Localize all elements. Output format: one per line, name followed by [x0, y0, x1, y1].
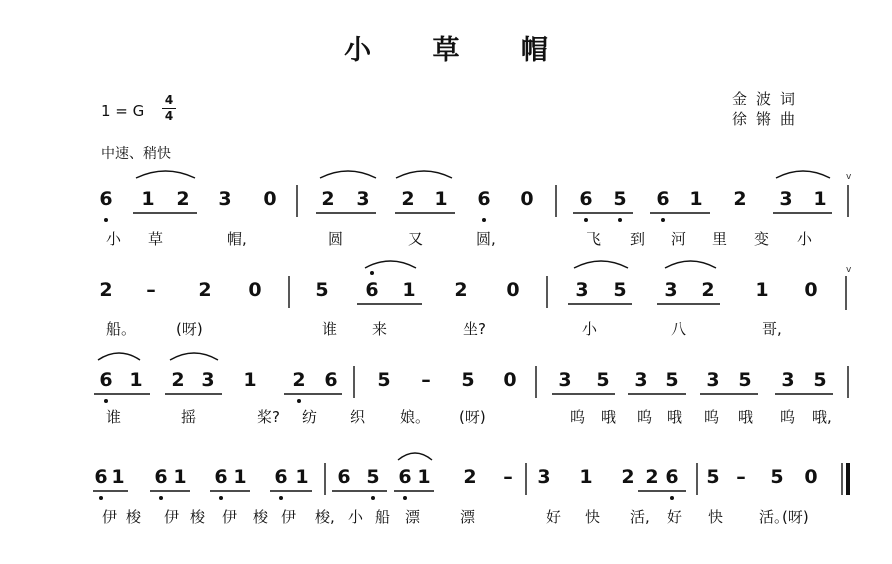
note: – [736, 466, 746, 488]
lyric-syllable: 谁 [322, 320, 338, 338]
lyric-syllable: 快 [585, 508, 601, 526]
note: 2 [463, 466, 477, 488]
note: 6 [274, 466, 288, 488]
lyric-syllable: 坐? [463, 320, 486, 338]
note: 2 [621, 466, 635, 488]
note: 5 [377, 369, 391, 391]
note: 2 [176, 188, 190, 210]
note: 0 [503, 369, 517, 391]
octave-dot [104, 218, 108, 222]
lyric-syllable: 船。 [106, 320, 137, 338]
note: – [503, 466, 513, 488]
lyric-syllable: 八 [671, 320, 687, 338]
lyric-syllable: 哦, [812, 408, 832, 426]
note: 6 [477, 188, 491, 210]
octave-dot [219, 496, 223, 500]
note: 6 [579, 188, 593, 210]
lyric-syllable: 圆 [328, 230, 344, 248]
octave-dot [371, 496, 375, 500]
lyric-syllable: 漂 [405, 508, 421, 526]
lyric-syllable: 哦 [601, 408, 617, 426]
note: 1 [233, 466, 247, 488]
key-signature: 1 = G [101, 102, 145, 120]
note: 5 [461, 369, 475, 391]
breath-mark: v [846, 265, 852, 275]
lyric-syllable: 织 [350, 408, 366, 426]
slur-mark [574, 261, 628, 268]
note: 5 [366, 466, 380, 488]
lyric-syllable: 呜 [637, 408, 653, 426]
note: 6 [337, 466, 351, 488]
lyric-syllable: 小 [348, 508, 364, 526]
lyric-syllable: 娘。 [400, 408, 431, 426]
note: 3 [706, 369, 720, 391]
lyric-syllable: 到 [630, 230, 646, 248]
note: 3 [664, 279, 678, 301]
lyric-syllable: 圆, [476, 230, 496, 248]
lyric-syllable: 里 [712, 230, 728, 248]
lyric-syllable: 梭, [315, 508, 335, 526]
slur-mark [398, 453, 432, 460]
note: 2 [454, 279, 468, 301]
note: 2 [645, 466, 659, 488]
note: 3 [201, 369, 215, 391]
note: 3 [575, 279, 589, 301]
lyric-syllable: 好 [546, 508, 562, 526]
octave-dot [482, 218, 486, 222]
octave-dot [370, 271, 374, 275]
octave-dot [661, 218, 665, 222]
lyric-syllable: 伊 [102, 508, 118, 526]
time-signature-top: 4 [164, 93, 174, 107]
note: 5 [315, 279, 329, 301]
lyric-syllable: (呀) [459, 408, 486, 426]
lyric-syllable: 小 [582, 320, 598, 338]
note: 0 [520, 188, 534, 210]
note: 5 [596, 369, 610, 391]
note: 5 [665, 369, 679, 391]
note: 5 [738, 369, 752, 391]
note: 5 [770, 466, 784, 488]
octave-dot [403, 496, 407, 500]
note: 3 [634, 369, 648, 391]
slur-mark [136, 171, 195, 178]
lyric-syllable: (呀) [176, 320, 203, 338]
slur-mark [320, 171, 376, 178]
lyric-syllable: 呜 [704, 408, 720, 426]
note: 2 [99, 279, 113, 301]
note: 1 [755, 279, 769, 301]
note: 6 [365, 279, 379, 301]
tempo-marking: 中速、稍快 [101, 146, 171, 162]
note: 0 [804, 279, 818, 301]
note: 0 [248, 279, 262, 301]
lyric-syllable: 纺 [302, 408, 318, 426]
lyric-syllable: 伊 [222, 508, 238, 526]
slur-mark [776, 171, 830, 178]
note: – [421, 369, 431, 391]
lyric-syllable: 来 [372, 320, 388, 338]
time-signature-bottom: 4 [164, 109, 174, 123]
note: 2 [733, 188, 747, 210]
note: 1 [141, 188, 155, 210]
lyric-syllable: 帽, [227, 230, 247, 248]
lyric-syllable: 伊 [164, 508, 180, 526]
lyric-syllable: 快 [708, 508, 724, 526]
lyric-syllable: 河 [671, 230, 687, 248]
lyric-syllable: 哦 [667, 408, 683, 426]
slur-mark [365, 261, 416, 268]
note: 6 [398, 466, 412, 488]
lyric-syllable: 又 [408, 230, 424, 248]
note: 0 [506, 279, 520, 301]
lyric-syllable: 伊 [281, 508, 297, 526]
note: 1 [173, 466, 187, 488]
note: 1 [579, 466, 593, 488]
final-bar-thick [846, 463, 850, 495]
note: 1 [434, 188, 448, 210]
lyric-syllable: 梭 [253, 508, 269, 526]
note: 5 [706, 466, 720, 488]
note: 1 [689, 188, 703, 210]
lyric-syllable: 呜 [780, 408, 796, 426]
breath-mark: v [846, 172, 852, 182]
note: 6 [214, 466, 228, 488]
lyric-syllable: 哥, [762, 320, 782, 338]
note: 6 [324, 369, 338, 391]
lyric-syllable: 草 [148, 230, 164, 248]
note: 1 [243, 369, 257, 391]
note: 1 [813, 188, 827, 210]
octave-dot [297, 399, 301, 403]
note: 5 [613, 279, 627, 301]
note: 6 [154, 466, 168, 488]
song-title: 小 草 帽 [344, 35, 574, 66]
note: 1 [111, 466, 125, 488]
note: 2 [401, 188, 415, 210]
note: 2 [701, 279, 715, 301]
note: 2 [321, 188, 335, 210]
lyric-syllable: 呜 [570, 408, 586, 426]
note: 3 [781, 369, 795, 391]
octave-dot [584, 218, 588, 222]
note: 3 [356, 188, 370, 210]
note: 3 [558, 369, 572, 391]
lyric-syllable: 漂 [460, 508, 476, 526]
composer-credit: 徐锵曲 [732, 110, 805, 128]
note: 3 [537, 466, 551, 488]
lyric-syllable: 变 [754, 230, 770, 248]
note: 3 [779, 188, 793, 210]
lyric-syllable: 小 [106, 230, 122, 248]
lyric-syllable: (呀) [782, 508, 809, 526]
note: 2 [171, 369, 185, 391]
lyric-syllable: 活, [630, 508, 650, 526]
note: 2 [292, 369, 306, 391]
lyric-syllable: 哦 [738, 408, 754, 426]
lyric-syllable: 梭 [126, 508, 142, 526]
lyricist-credit: 金波词 [732, 90, 805, 108]
lyric-syllable: 谁 [106, 408, 122, 426]
lyric-syllable: 飞 [586, 230, 602, 248]
note: 0 [804, 466, 818, 488]
octave-dot [618, 218, 622, 222]
note: 1 [402, 279, 416, 301]
lyric-syllable: 摇 [181, 408, 197, 426]
note: 6 [665, 466, 679, 488]
note: 6 [99, 188, 113, 210]
lyric-syllable: 船 [375, 508, 391, 526]
lyric-syllable: 好 [667, 508, 683, 526]
slur-mark [98, 353, 140, 360]
lyric-syllable: 梭 [190, 508, 206, 526]
octave-dot [279, 496, 283, 500]
note: 1 [295, 466, 309, 488]
note: 1 [417, 466, 431, 488]
slur-mark [396, 171, 452, 178]
note: 5 [613, 188, 627, 210]
octave-dot [99, 496, 103, 500]
note: 3 [218, 188, 232, 210]
note: 0 [263, 188, 277, 210]
note: 6 [99, 369, 113, 391]
lyric-syllable: 活。 [759, 508, 790, 526]
note: 5 [813, 369, 827, 391]
octave-dot [670, 496, 674, 500]
slur-mark [665, 261, 716, 268]
lyric-syllable: 小 [797, 230, 813, 248]
note: 1 [129, 369, 143, 391]
note: 6 [94, 466, 108, 488]
note: 6 [656, 188, 670, 210]
octave-dot [104, 399, 108, 403]
lyric-syllable: 桨? [257, 408, 280, 426]
note: – [146, 279, 156, 301]
slur-mark [170, 353, 218, 360]
octave-dot [159, 496, 163, 500]
note: 2 [198, 279, 212, 301]
